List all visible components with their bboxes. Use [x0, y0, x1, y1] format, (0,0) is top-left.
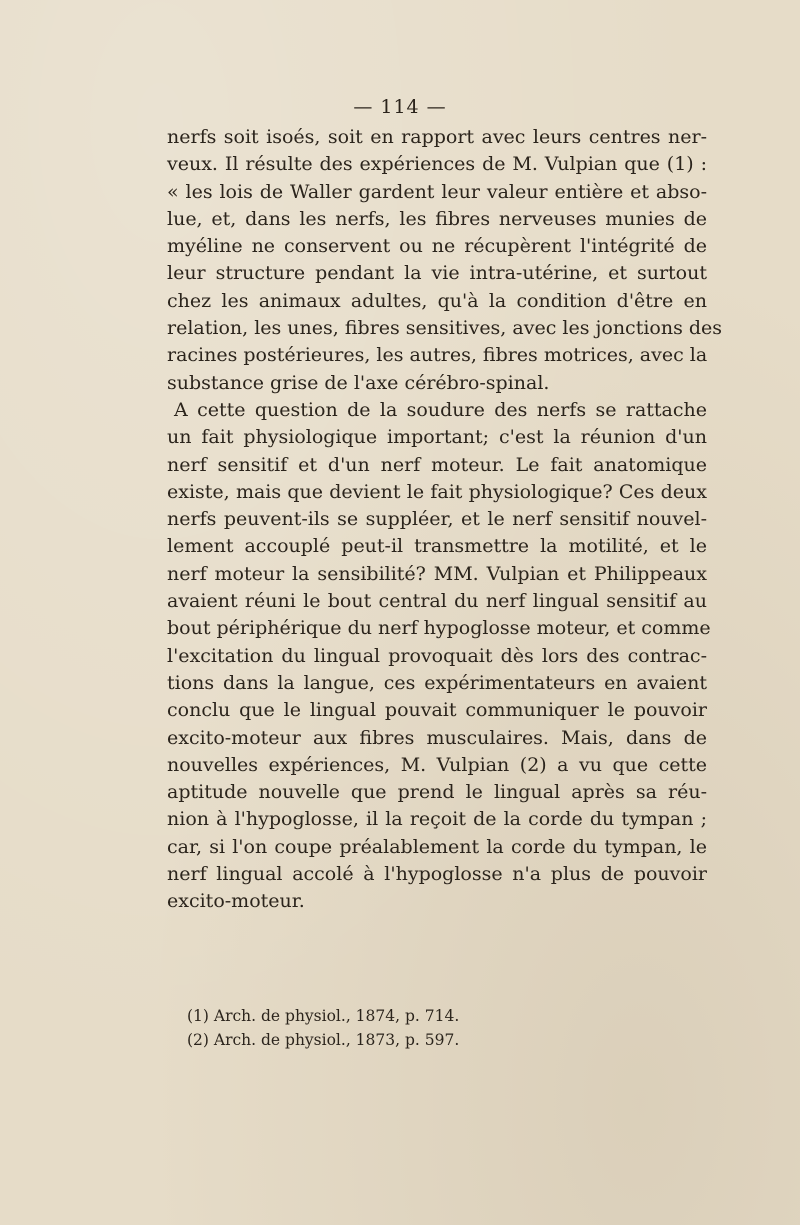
text-line: veux. Il résulte des expériences de M. Vulpian que (1) :: [167, 153, 707, 176]
text-line: nerf moteur la sensibilité? MM. Vulpian et Philippeaux: [167, 562, 707, 585]
text-line: A cette question de la soudure des nerfs se rattache: [174, 398, 707, 421]
text-line: un fait physiologique important; c'est la réunion d'un: [167, 426, 707, 449]
page-number: — 114 —: [353, 96, 447, 118]
body-text: [167, 124, 723, 916]
text-line: l'excitation du lingual provoquait dès lors des contrac-: [167, 644, 707, 667]
text-line: existe, mais que devient le fait physiologique? Ces deux: [167, 480, 707, 503]
text-line: nerf sensitif et d'un nerf moteur. Le fait anatomique: [167, 453, 707, 476]
text-line: lue, et, dans les nerfs, les fibres nerveuses munies de: [167, 207, 707, 230]
footnote: (2) Arch. de physiol., 1873, p. 597.: [187, 1031, 460, 1049]
text-line: chez les animaux adultes, qu'à la condition d'être en: [167, 289, 707, 312]
text-line: nerfs soit isoés, soit en rapport avec leurs centres ner-: [167, 126, 707, 148]
text-line: myéline ne conservent ou ne récupèrent l'intégrité de: [167, 235, 707, 258]
text-line: bout périphérique du nerf hypoglosse moteur, et comme: [167, 617, 711, 640]
footnotes: [187, 1004, 667, 1052]
text-line: nerf lingual accolé à l'hypoglosse n'a plus de pouvoir: [167, 863, 707, 886]
text-line: car, si l'on coupe préalablement la corde du tympan, le: [167, 835, 707, 858]
text-line: leur structure pendant la vie intra-utérine, et surtout: [167, 262, 707, 285]
text-line: lement accouplé peut-il transmettre la motilité, et le: [167, 535, 707, 558]
text-line: racines postérieures, les autres, fibres motrices, avec la: [167, 344, 708, 367]
text-line: nerfs peuvent-ils se suppléer, et le nerf sensitif nouvel-: [167, 508, 707, 531]
text-line: excito-moteur aux fibres musculaires. Mais, dans de: [167, 726, 707, 749]
text-line: nouvelles expériences, M. Vulpian (2) a vu que cette: [167, 753, 707, 776]
footnote: (1) Arch. de physiol., 1874, p. 714.: [187, 1007, 460, 1025]
text-line: relation, les unes, fibres sensitives, avec les jonctions des: [167, 317, 723, 340]
text-line: tions dans la langue, ces expérimentateurs en avaient: [167, 671, 707, 694]
text-line: conclu que le lingual pouvait communiquer le pouvoir: [167, 699, 707, 722]
text-line: excito-moteur.: [167, 890, 305, 913]
text-line: aptitude nouvelle que prend le lingual après sa réu-: [167, 781, 707, 804]
text-line: « les lois de Waller gardent leur valeur entière et abso-: [167, 180, 707, 203]
text-line: substance grise de l'axe cérébro-spinal.: [167, 371, 550, 394]
text-line: avaient réuni le bout central du nerf lingual sensitif au: [167, 590, 707, 613]
text-line: nion à l'hypoglosse, il la reçoit de la corde du tympan ;: [167, 808, 707, 831]
